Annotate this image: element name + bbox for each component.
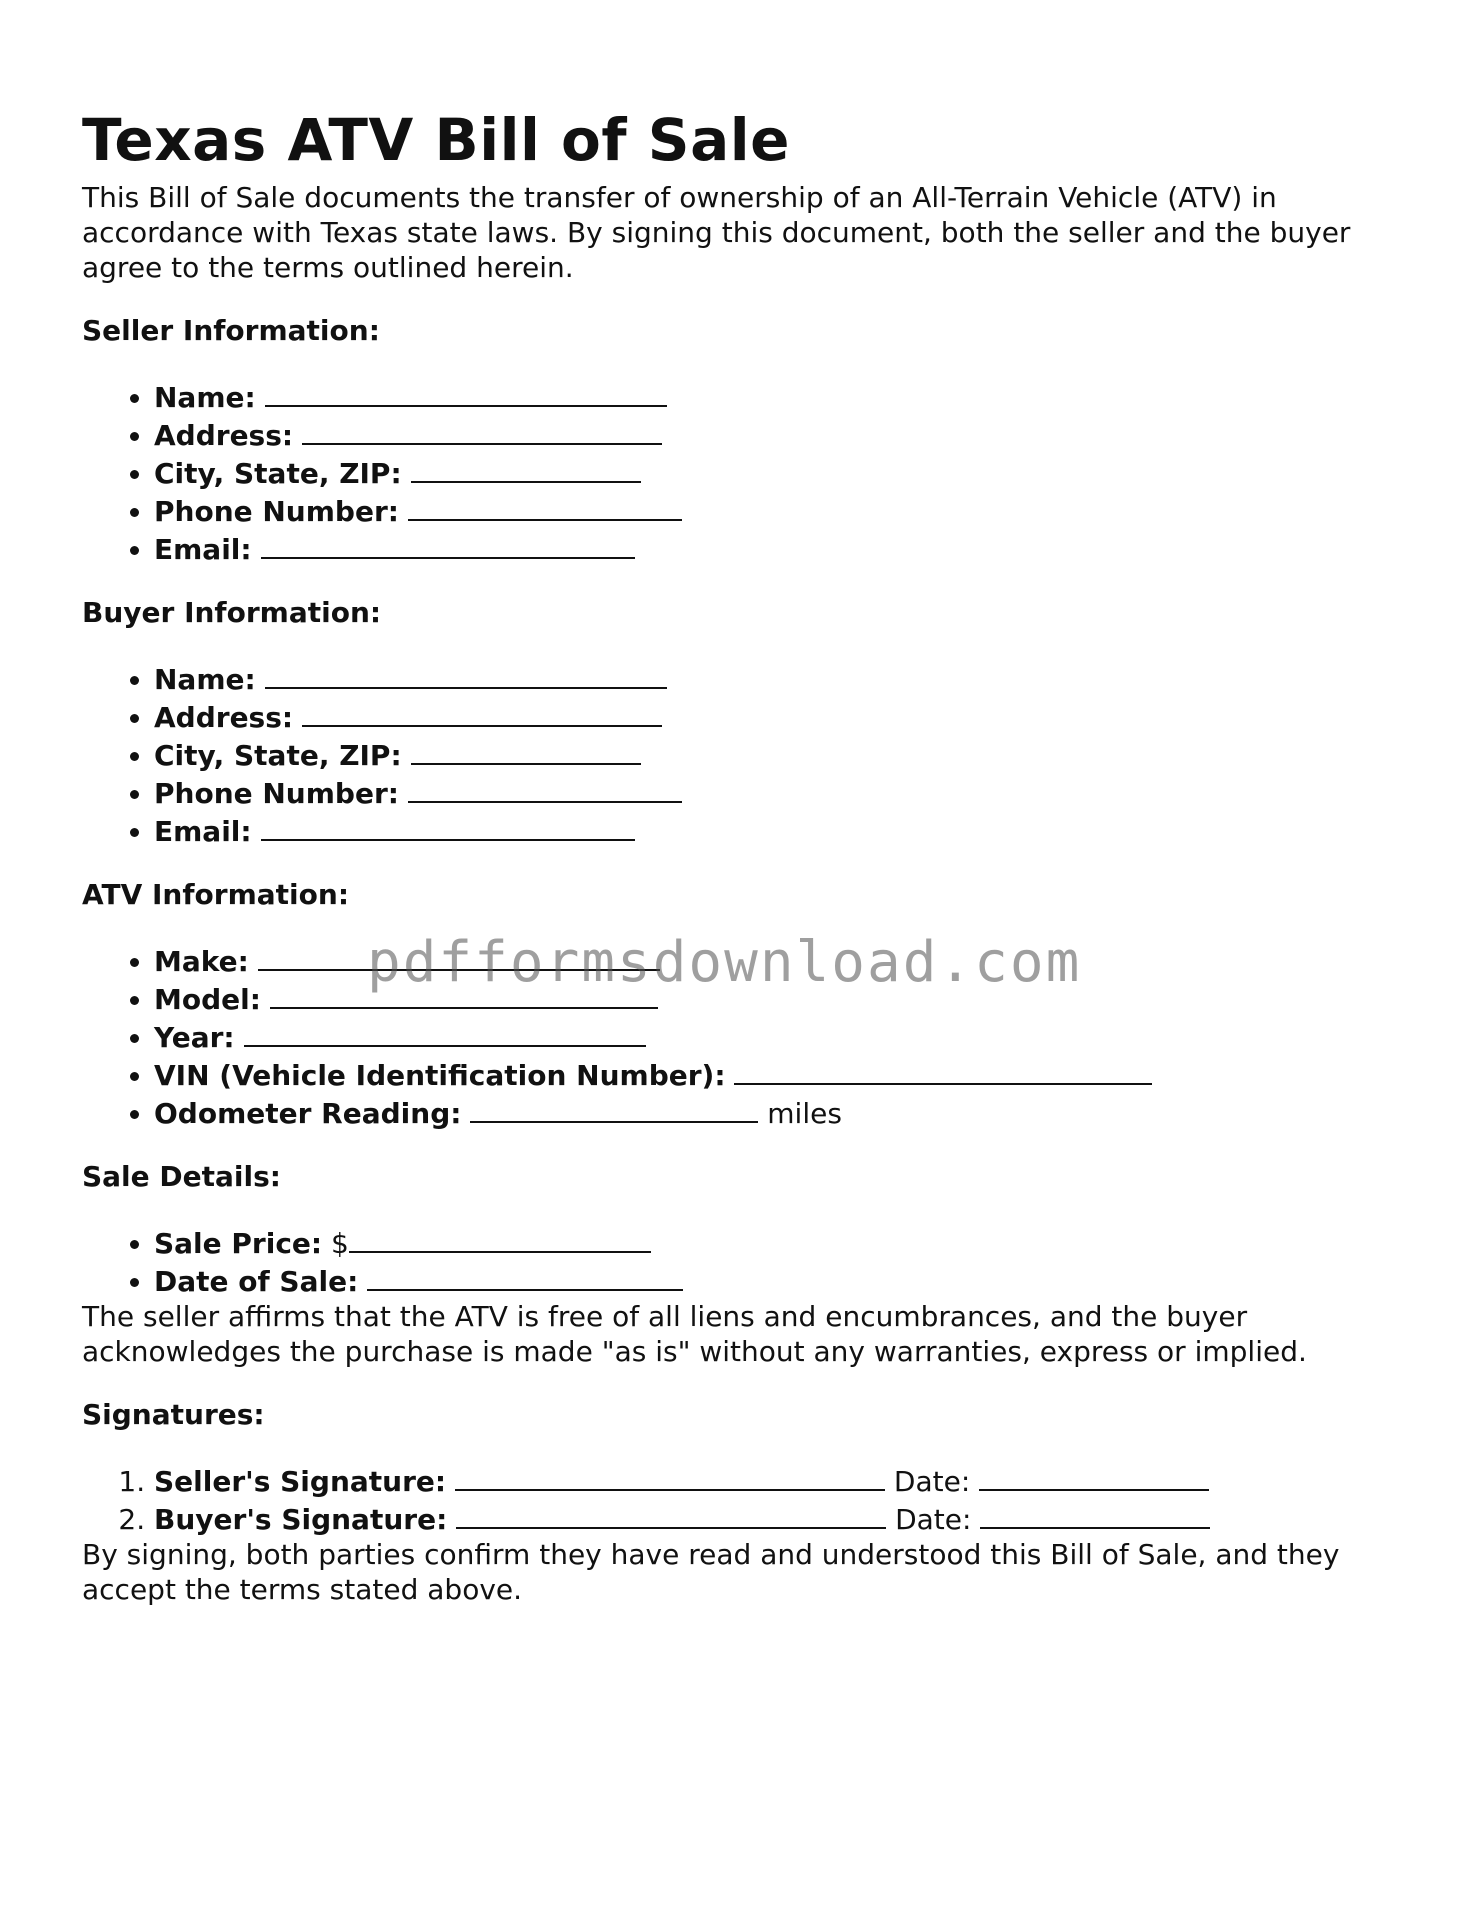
atv-vin-field[interactable]	[734, 1055, 1152, 1085]
atv-odometer-unit: miles	[767, 1097, 842, 1130]
seller-email-item	[154, 529, 1402, 567]
buyer-signature-label: Buyer's Signature:	[154, 1503, 448, 1536]
seller-email-label: Email:	[154, 533, 252, 566]
buyer-signature-field[interactable]	[456, 1499, 886, 1529]
seller-date-label: Date:	[893, 1465, 971, 1498]
sale-heading: Sale Details:	[82, 1160, 281, 1193]
buyer-email-label: Email:	[154, 815, 252, 848]
seller-phone-label: Phone Number:	[154, 495, 399, 528]
buyer-name-label: Name:	[154, 663, 256, 696]
atv-model-field[interactable]	[270, 979, 658, 1009]
buyer-city-item	[154, 735, 1402, 773]
buyer-name-field[interactable]	[265, 659, 667, 689]
atv-vin-label: VIN (Vehicle Identification Number):	[154, 1059, 726, 1092]
sale-price-currency: $	[331, 1227, 349, 1260]
seller-city-field[interactable]	[411, 453, 641, 483]
atv-year-field[interactable]	[244, 1017, 646, 1047]
buyer-address-item	[154, 697, 1402, 735]
seller-address-item	[154, 415, 1402, 453]
seller-name-item	[154, 377, 1402, 415]
seller-address-label: Address:	[154, 419, 294, 452]
atv-model-label: Model:	[154, 983, 261, 1016]
atv-odometer-item	[154, 1093, 1402, 1131]
sale-fields-list	[82, 1223, 1402, 1299]
atv-make-item	[154, 941, 1402, 979]
atv-year-label: Year:	[154, 1021, 235, 1054]
buyer-heading: Buyer Information:	[82, 596, 382, 629]
buyer-email-item	[154, 811, 1402, 849]
buyer-address-field[interactable]	[302, 697, 662, 727]
seller-city-label: City, State, ZIP:	[154, 457, 402, 490]
seller-phone-field[interactable]	[408, 491, 682, 521]
intro-paragraph: This Bill of Sale documents the transfer of ownership of an All-Terrain Vehicle (ATV) in accordance with Texas state laws. By signing this document, both the seller and the buyer agree to the terms outlined herein.	[82, 181, 1351, 284]
sale-price-item	[154, 1223, 1402, 1261]
buyer-phone-item	[154, 773, 1402, 811]
buyer-phone-field[interactable]	[408, 773, 682, 803]
buyer-phone-label: Phone Number:	[154, 777, 399, 810]
seller-date-field[interactable]	[979, 1461, 1209, 1491]
seller-phone-item	[154, 491, 1402, 529]
atv-model-item	[154, 979, 1402, 1017]
atv-make-field[interactable]	[258, 941, 660, 971]
buyer-city-field[interactable]	[411, 735, 641, 765]
sale-price-label: Sale Price:	[154, 1227, 323, 1260]
atv-year-item	[154, 1017, 1402, 1055]
buyer-name-item	[154, 659, 1402, 697]
sale-date-label: Date of Sale:	[154, 1265, 359, 1298]
signatures-list	[82, 1461, 1402, 1537]
seller-signature-field[interactable]	[455, 1461, 885, 1491]
atv-vin-item	[154, 1055, 1402, 1093]
buyer-fields-list	[82, 659, 1402, 849]
seller-name-label: Name:	[154, 381, 256, 414]
seller-signature-label: Seller's Signature:	[154, 1465, 447, 1498]
seller-fields-list	[82, 377, 1402, 567]
document-title: Texas ATV Bill of Sale	[82, 106, 790, 174]
document-page	[82, 100, 1402, 1607]
closing-paragraph: By signing, both parties confirm they have read and understood this Bill of Sale, and they accept the terms stated above.	[82, 1538, 1340, 1606]
atv-make-label: Make:	[154, 945, 249, 978]
sale-date-item	[154, 1261, 1402, 1299]
seller-name-field[interactable]	[265, 377, 667, 407]
atv-odometer-field[interactable]	[470, 1093, 758, 1123]
buyer-address-label: Address:	[154, 701, 294, 734]
seller-city-item	[154, 453, 1402, 491]
watermark-text: pdfformsdownload.com	[367, 930, 1082, 995]
sale-price-field[interactable]	[349, 1223, 651, 1253]
buyer-email-field[interactable]	[261, 811, 635, 841]
sale-date-field[interactable]	[367, 1261, 683, 1291]
seller-address-field[interactable]	[302, 415, 662, 445]
seller-email-field[interactable]	[261, 529, 635, 559]
atv-odometer-label: Odometer Reading:	[154, 1097, 462, 1130]
buyer-signature-item	[154, 1499, 1402, 1537]
signatures-heading: Signatures:	[82, 1398, 265, 1431]
buyer-date-field[interactable]	[980, 1499, 1210, 1529]
atv-heading: ATV Information:	[82, 878, 350, 911]
buyer-date-label: Date:	[895, 1503, 972, 1536]
affirmation-paragraph: The seller affirms that the ATV is free of all liens and encumbrances, and the buyer acknowledges the purchase is made "as is" without any warranties, express or implied.	[82, 1300, 1307, 1368]
buyer-city-label: City, State, ZIP:	[154, 739, 402, 772]
atv-fields-list	[82, 941, 1402, 1131]
seller-heading: Seller Information:	[82, 314, 380, 347]
seller-signature-item	[154, 1461, 1402, 1499]
